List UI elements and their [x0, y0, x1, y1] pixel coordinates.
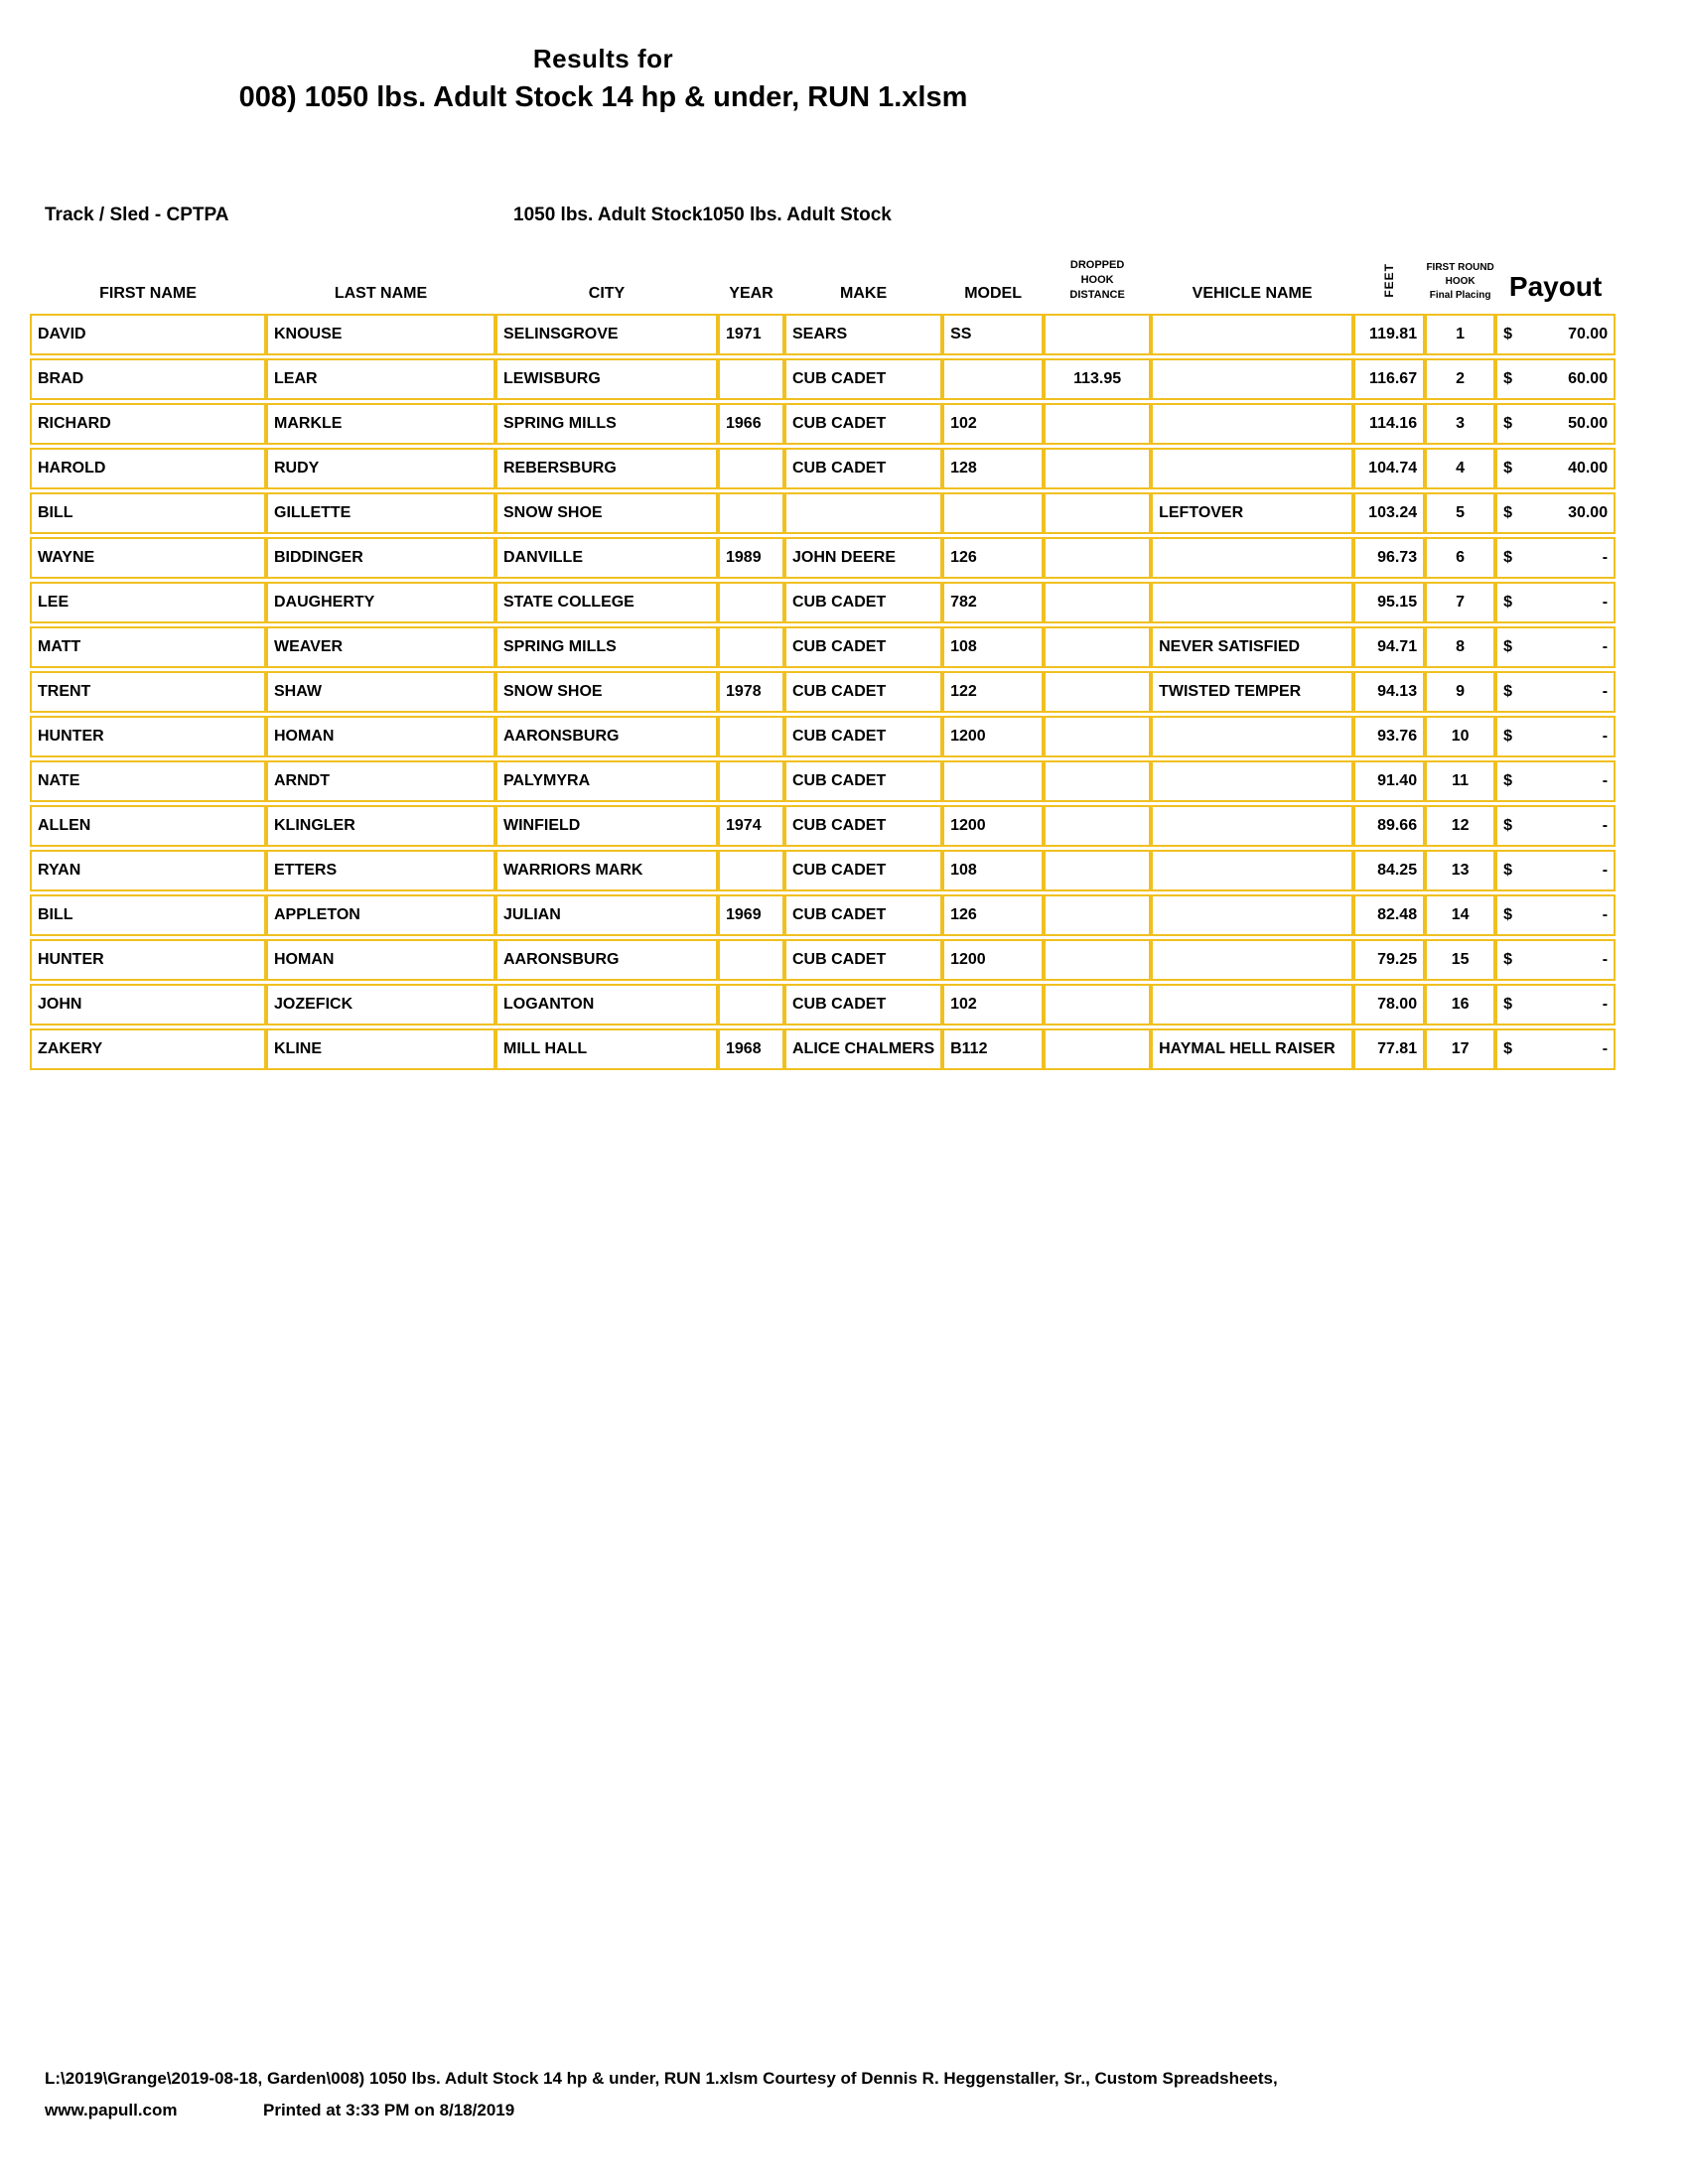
cell-model: 128	[942, 448, 1044, 489]
cell-feet: 95.15	[1353, 582, 1425, 623]
cell-year	[718, 582, 784, 623]
payout-amount: 60.00	[1568, 370, 1609, 387]
table-row	[30, 582, 1616, 623]
payout-currency-symbol: $	[1503, 996, 1513, 1013]
payout-currency-symbol: $	[1503, 638, 1513, 655]
cell-year: 1974	[718, 805, 784, 847]
cell-vehicle-name: LEFTOVER	[1151, 492, 1353, 534]
payout-currency-symbol: $	[1503, 504, 1513, 521]
cell-feet: 103.24	[1353, 492, 1425, 534]
cell-placing: 11	[1425, 760, 1495, 802]
payout-amount: 40.00	[1568, 460, 1609, 477]
cell-feet: 91.40	[1353, 760, 1425, 802]
cell-city: JULIAN	[495, 894, 718, 936]
payout-currency-symbol: $	[1503, 862, 1513, 879]
cell-city: LOGANTON	[495, 984, 718, 1025]
cell-last-name: APPLETON	[266, 894, 495, 936]
cell-dropped-hook-distance	[1044, 939, 1151, 981]
cell-vehicle-name	[1151, 894, 1353, 936]
cell-placing: 2	[1425, 358, 1495, 400]
payout-currency-symbol: $	[1503, 906, 1513, 923]
cell-first-name: NATE	[30, 760, 266, 802]
cell-feet: 94.13	[1353, 671, 1425, 713]
cell-feet: 114.16	[1353, 403, 1425, 445]
cell-payout	[1495, 626, 1616, 668]
table-row	[30, 984, 1616, 1025]
cell-city: LEWISBURG	[495, 358, 718, 400]
cell-year: 1978	[718, 671, 784, 713]
cell-payout	[1495, 358, 1616, 400]
cell-last-name: HOMAN	[266, 939, 495, 981]
cell-payout	[1495, 537, 1616, 579]
cell-payout	[1495, 582, 1616, 623]
header-dropped-line1: DROPPED	[1069, 259, 1125, 271]
cell-first-name: MATT	[30, 626, 266, 668]
cell-model: 782	[942, 582, 1044, 623]
results-table	[30, 238, 1616, 1073]
payout-wrap	[1503, 549, 1608, 567]
cell-city: SPRING MILLS	[495, 403, 718, 445]
cell-model: 122	[942, 671, 1044, 713]
cell-placing: 17	[1425, 1028, 1495, 1070]
cell-placing: 5	[1425, 492, 1495, 534]
table-row	[30, 537, 1616, 579]
cell-year	[718, 760, 784, 802]
cell-payout	[1495, 671, 1616, 713]
header-make: MAKE	[840, 285, 888, 302]
header-city: CITY	[588, 285, 626, 302]
cell-payout	[1495, 314, 1616, 355]
cell-payout	[1495, 1028, 1616, 1070]
payout-currency-symbol: $	[1503, 817, 1513, 834]
feet-vertical-label: FEET	[1382, 263, 1397, 298]
payout-wrap	[1503, 370, 1608, 388]
cell-dropped-hook-distance	[1044, 1028, 1151, 1070]
cell-vehicle-name	[1151, 582, 1353, 623]
payout-amount: -	[1602, 817, 1609, 834]
table-row	[30, 626, 1616, 668]
cell-placing: 8	[1425, 626, 1495, 668]
payout-amount: -	[1602, 638, 1609, 655]
cell-last-name: KNOUSE	[266, 314, 495, 355]
cell-make: CUB CADET	[784, 448, 942, 489]
cell-make: CUB CADET	[784, 582, 942, 623]
cell-first-name: HUNTER	[30, 716, 266, 757]
class-name-right: 1050 lbs. Adult Stock	[702, 205, 892, 225]
cell-model: 102	[942, 403, 1044, 445]
header-first-name: FIRST NAME	[99, 285, 197, 302]
cell-city: REBERSBURG	[495, 448, 718, 489]
cell-last-name: KLINGLER	[266, 805, 495, 847]
header-row	[30, 241, 1616, 311]
payout-currency-symbol: $	[1503, 683, 1513, 700]
header-round-line2: HOOK	[1445, 276, 1476, 287]
cell-first-name: TRENT	[30, 671, 266, 713]
cell-vehicle-name	[1151, 984, 1353, 1025]
cell-year	[718, 984, 784, 1025]
cell-year	[718, 939, 784, 981]
cell-dropped-hook-distance	[1044, 805, 1151, 847]
cell-vehicle-name: NEVER SATISFIED	[1151, 626, 1353, 668]
cell-dropped-hook-distance	[1044, 492, 1151, 534]
cell-make: CUB CADET	[784, 850, 942, 891]
payout-amount: -	[1602, 594, 1609, 611]
header-vehicle-name: VEHICLE NAME	[1192, 285, 1313, 302]
payout-wrap	[1503, 326, 1608, 343]
cell-city: AARONSBURG	[495, 716, 718, 757]
header-round-line1: FIRST ROUND	[1426, 262, 1494, 273]
cell-year	[718, 716, 784, 757]
cell-year: 1968	[718, 1028, 784, 1070]
cell-last-name: WEAVER	[266, 626, 495, 668]
payout-wrap	[1503, 415, 1608, 433]
payout-wrap	[1503, 772, 1608, 790]
cell-payout	[1495, 984, 1616, 1025]
cell-first-name: ALLEN	[30, 805, 266, 847]
cell-feet: 96.73	[1353, 537, 1425, 579]
cell-placing: 1	[1425, 314, 1495, 355]
cell-model: 1200	[942, 805, 1044, 847]
cell-city: AARONSBURG	[495, 939, 718, 981]
results-table-body	[30, 314, 1616, 1070]
cell-placing: 15	[1425, 939, 1495, 981]
cell-payout	[1495, 760, 1616, 802]
payout-currency-symbol: $	[1503, 1040, 1513, 1057]
payout-wrap	[1503, 906, 1608, 924]
cell-make: CUB CADET	[784, 626, 942, 668]
cell-dropped-hook-distance	[1044, 894, 1151, 936]
payout-amount: -	[1602, 906, 1609, 923]
payout-amount: 70.00	[1568, 326, 1609, 342]
cell-make: CUB CADET	[784, 403, 942, 445]
cell-first-name: DAVID	[30, 314, 266, 355]
cell-feet: 78.00	[1353, 984, 1425, 1025]
table-row	[30, 403, 1616, 445]
payout-amount: -	[1602, 772, 1609, 789]
cell-dropped-hook-distance	[1044, 448, 1151, 489]
payout-amount: -	[1602, 683, 1609, 700]
cell-city: STATE COLLEGE	[495, 582, 718, 623]
table-row	[30, 448, 1616, 489]
cell-model: 126	[942, 894, 1044, 936]
cell-placing: 13	[1425, 850, 1495, 891]
cell-payout	[1495, 716, 1616, 757]
payout-amount: -	[1602, 728, 1609, 745]
cell-placing: 6	[1425, 537, 1495, 579]
payout-amount: -	[1602, 996, 1609, 1013]
cell-last-name: BIDDINGER	[266, 537, 495, 579]
cell-first-name: JOHN	[30, 984, 266, 1025]
cell-feet: 104.74	[1353, 448, 1425, 489]
class-name-left: 1050 lbs. Adult Stock	[513, 205, 703, 225]
cell-city: WARRIORS MARK	[495, 850, 718, 891]
cell-placing: 16	[1425, 984, 1495, 1025]
page-subtitle-filename: 008) 1050 lbs. Adult Stock 14 hp & under, RUN 1.xlsm	[238, 81, 968, 113]
cell-model	[942, 760, 1044, 802]
table-row	[30, 716, 1616, 757]
payout-amount: 50.00	[1568, 415, 1609, 432]
cell-feet: 82.48	[1353, 894, 1425, 936]
cell-last-name: LEAR	[266, 358, 495, 400]
cell-feet: 77.81	[1353, 1028, 1425, 1070]
table-row	[30, 894, 1616, 936]
cell-model	[942, 358, 1044, 400]
table-row	[30, 805, 1616, 847]
cell-vehicle-name	[1151, 358, 1353, 400]
cell-dropped-hook-distance	[1044, 850, 1151, 891]
cell-last-name: SHAW	[266, 671, 495, 713]
cell-feet: 79.25	[1353, 939, 1425, 981]
cell-first-name: BRAD	[30, 358, 266, 400]
cell-year	[718, 626, 784, 668]
table-row	[30, 314, 1616, 355]
cell-make: JOHN DEERE	[784, 537, 942, 579]
cell-make: CUB CADET	[784, 939, 942, 981]
cell-make: SEARS	[784, 314, 942, 355]
cell-last-name: MARKLE	[266, 403, 495, 445]
cell-vehicle-name	[1151, 939, 1353, 981]
cell-placing: 9	[1425, 671, 1495, 713]
payout-wrap	[1503, 862, 1608, 880]
cell-make	[784, 492, 942, 534]
cell-payout	[1495, 448, 1616, 489]
cell-dropped-hook-distance	[1044, 671, 1151, 713]
cell-vehicle-name	[1151, 448, 1353, 489]
footer-website: www.papull.com	[45, 2101, 178, 2119]
header-dropped-hook-distance	[1044, 241, 1151, 311]
class-name-labels	[513, 205, 960, 226]
cell-payout	[1495, 403, 1616, 445]
cell-year: 1969	[718, 894, 784, 936]
table-row	[30, 1028, 1616, 1070]
header-year: YEAR	[729, 285, 774, 302]
cell-first-name: HAROLD	[30, 448, 266, 489]
payout-amount: -	[1602, 862, 1609, 879]
cell-vehicle-name	[1151, 537, 1353, 579]
payout-currency-symbol: $	[1503, 951, 1513, 968]
payout-wrap	[1503, 996, 1608, 1014]
cell-vehicle-name: HAYMAL HELL RAISER	[1151, 1028, 1353, 1070]
cell-first-name: LEE	[30, 582, 266, 623]
cell-make: CUB CADET	[784, 716, 942, 757]
cell-year	[718, 358, 784, 400]
cell-feet: 94.71	[1353, 626, 1425, 668]
cell-dropped-hook-distance	[1044, 314, 1151, 355]
cell-year: 1966	[718, 403, 784, 445]
cell-dropped-hook-distance	[1044, 984, 1151, 1025]
cell-placing: 10	[1425, 716, 1495, 757]
cell-placing: 3	[1425, 403, 1495, 445]
footer-printed-timestamp: Printed at 3:33 PM on 8/18/2019	[263, 2101, 515, 2119]
cell-city: PALYMYRA	[495, 760, 718, 802]
cell-feet: 116.67	[1353, 358, 1425, 400]
cell-model: 102	[942, 984, 1044, 1025]
payout-wrap	[1503, 1040, 1608, 1058]
cell-vehicle-name	[1151, 716, 1353, 757]
cell-last-name: DAUGHERTY	[266, 582, 495, 623]
table-row	[30, 760, 1616, 802]
cell-last-name: GILLETTE	[266, 492, 495, 534]
cell-make: CUB CADET	[784, 671, 942, 713]
cell-city: MILL HALL	[495, 1028, 718, 1070]
cell-payout	[1495, 894, 1616, 936]
payout-wrap	[1503, 638, 1608, 656]
cell-vehicle-name: TWISTED TEMPER	[1151, 671, 1353, 713]
cell-last-name: KLINE	[266, 1028, 495, 1070]
cell-placing: 4	[1425, 448, 1495, 489]
cell-payout	[1495, 850, 1616, 891]
track-sled-label: Track / Sled - CPTPA	[45, 205, 229, 225]
payout-currency-symbol: $	[1503, 460, 1513, 477]
cell-placing: 7	[1425, 582, 1495, 623]
cell-model: B112	[942, 1028, 1044, 1070]
payout-currency-symbol: $	[1503, 594, 1513, 611]
cell-last-name: JOZEFICK	[266, 984, 495, 1025]
header-first-round-hook	[1425, 241, 1495, 311]
cell-make: ALICE CHALMERS	[784, 1028, 942, 1070]
cell-vehicle-name	[1151, 403, 1353, 445]
cell-feet: 93.76	[1353, 716, 1425, 757]
header-last-name: LAST NAME	[334, 285, 428, 302]
header-feet	[1353, 241, 1425, 311]
header-model: MODEL	[964, 285, 1022, 302]
cell-vehicle-name	[1151, 850, 1353, 891]
cell-city: DANVILLE	[495, 537, 718, 579]
payout-amount: -	[1602, 1040, 1609, 1057]
cell-city: SPRING MILLS	[495, 626, 718, 668]
cell-first-name: BILL	[30, 894, 266, 936]
cell-dropped-hook-distance	[1044, 626, 1151, 668]
cell-payout	[1495, 492, 1616, 534]
cell-first-name: WAYNE	[30, 537, 266, 579]
cell-last-name: RUDY	[266, 448, 495, 489]
cell-vehicle-name	[1151, 805, 1353, 847]
payout-currency-symbol: $	[1503, 728, 1513, 745]
payout-wrap	[1503, 728, 1608, 746]
cell-last-name: ETTERS	[266, 850, 495, 891]
page-title: Results for	[532, 44, 674, 73]
cell-feet: 89.66	[1353, 805, 1425, 847]
payout-currency-symbol: $	[1503, 370, 1513, 387]
cell-feet: 84.25	[1353, 850, 1425, 891]
cell-vehicle-name	[1151, 760, 1353, 802]
cell-dropped-hook-distance: 113.95	[1044, 358, 1151, 400]
cell-year: 1971	[718, 314, 784, 355]
cell-last-name: HOMAN	[266, 716, 495, 757]
payout-currency-symbol: $	[1503, 326, 1513, 342]
cell-make: CUB CADET	[784, 894, 942, 936]
payout-wrap	[1503, 504, 1608, 522]
cell-model: 1200	[942, 939, 1044, 981]
cell-model	[942, 492, 1044, 534]
table-row	[30, 358, 1616, 400]
table-row	[30, 850, 1616, 891]
payout-wrap	[1503, 817, 1608, 835]
cell-placing: 14	[1425, 894, 1495, 936]
cell-first-name: RICHARD	[30, 403, 266, 445]
header-dropped-line2: HOOK	[1080, 274, 1114, 286]
cell-first-name: ZAKERY	[30, 1028, 266, 1070]
cell-first-name: RYAN	[30, 850, 266, 891]
cell-dropped-hook-distance	[1044, 537, 1151, 579]
cell-model: SS	[942, 314, 1044, 355]
payout-wrap	[1503, 594, 1608, 612]
table-row	[30, 939, 1616, 981]
cell-dropped-hook-distance	[1044, 582, 1151, 623]
cell-model: 108	[942, 850, 1044, 891]
cell-first-name: HUNTER	[30, 939, 266, 981]
cell-vehicle-name	[1151, 314, 1353, 355]
cell-payout	[1495, 805, 1616, 847]
cell-model: 126	[942, 537, 1044, 579]
cell-dropped-hook-distance	[1044, 716, 1151, 757]
cell-city: WINFIELD	[495, 805, 718, 847]
header-final-placing-label: Final Placing	[1429, 290, 1491, 301]
cell-year	[718, 448, 784, 489]
payout-currency-symbol: $	[1503, 415, 1513, 432]
cell-dropped-hook-distance	[1044, 760, 1151, 802]
payout-currency-symbol: $	[1503, 549, 1513, 566]
cell-dropped-hook-distance	[1044, 403, 1151, 445]
header-payout: Payout	[1508, 271, 1603, 302]
payout-wrap	[1503, 951, 1608, 969]
cell-make: CUB CADET	[784, 358, 942, 400]
footer-file-path: L:\2019\Grange\2019-08-18, Garden\008) 1050 lbs. Adult Stock 14 hp & under, RUN 1.xlsm Courtesy of Dennis R. Heggenstaller, Sr., Custom Spreadsheets,	[45, 2069, 1278, 2088]
cell-first-name: BILL	[30, 492, 266, 534]
payout-wrap	[1503, 683, 1608, 701]
payout-amount: -	[1602, 951, 1609, 968]
table-row	[30, 492, 1616, 534]
cell-city: SNOW SHOE	[495, 671, 718, 713]
cell-payout	[1495, 939, 1616, 981]
header-dropped-line3: DISTANCE	[1069, 289, 1125, 301]
footer-info-line	[45, 2101, 1633, 2120]
cell-make: CUB CADET	[784, 805, 942, 847]
cell-year: 1989	[718, 537, 784, 579]
cell-city: SELINSGROVE	[495, 314, 718, 355]
cell-model: 108	[942, 626, 1044, 668]
table-row	[30, 671, 1616, 713]
cell-model: 1200	[942, 716, 1044, 757]
cell-city: SNOW SHOE	[495, 492, 718, 534]
payout-currency-symbol: $	[1503, 772, 1513, 789]
cell-year	[718, 850, 784, 891]
payout-amount: 30.00	[1568, 504, 1609, 521]
cell-make: CUB CADET	[784, 984, 942, 1025]
cell-placing: 12	[1425, 805, 1495, 847]
cell-make: CUB CADET	[784, 760, 942, 802]
payout-wrap	[1503, 460, 1608, 478]
cell-year	[718, 492, 784, 534]
payout-amount: -	[1602, 549, 1609, 566]
cell-feet: 119.81	[1353, 314, 1425, 355]
cell-last-name: ARNDT	[266, 760, 495, 802]
